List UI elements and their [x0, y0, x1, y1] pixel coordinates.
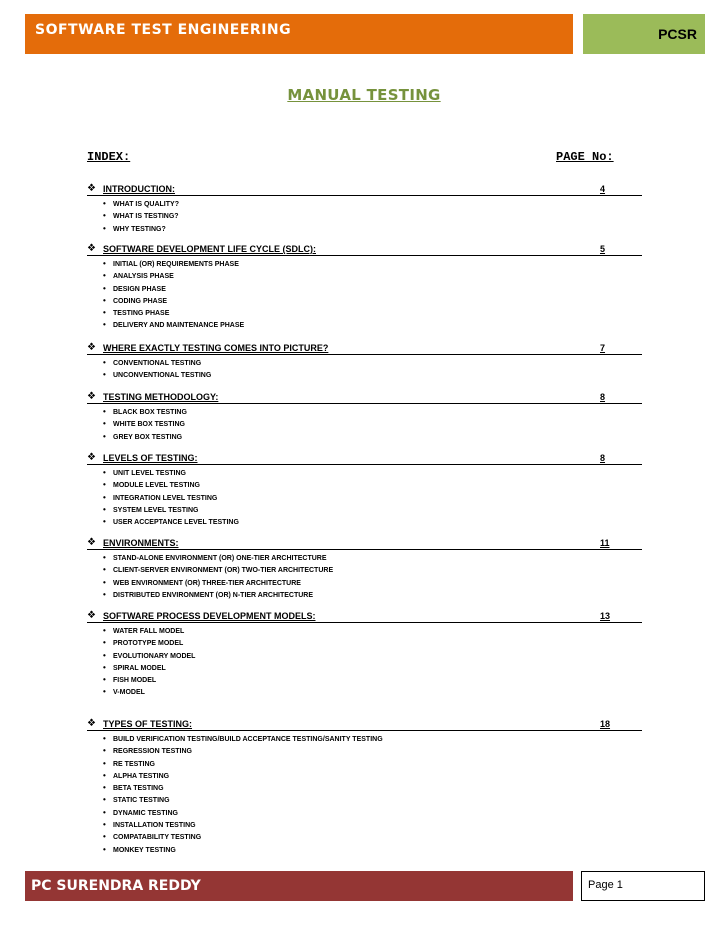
toc-section — [87, 608, 642, 699]
bullet-icon: • — [103, 746, 106, 756]
bullet-icon: • — [103, 308, 106, 318]
toc-subitem-label: STAND-ALONE ENVIRONMENT (OR) ONE-TIER ARCHITECTURE — [113, 555, 327, 562]
toc-subitem — [103, 198, 642, 210]
bullet-icon: • — [103, 565, 106, 575]
bullet-icon: • — [103, 783, 106, 793]
toc-section — [87, 535, 642, 601]
toc-section-title: WHERE EXACTLY TESTING COMES INTO PICTURE? — [103, 343, 329, 353]
bullet-icon: • — [103, 517, 106, 527]
toc-subitem-label: BUILD VERIFICATION TESTING/BUILD ACCEPTANCE TESTING/SANITY TESTING — [113, 736, 383, 743]
toc-subitem — [103, 270, 642, 282]
toc-subitem — [103, 223, 642, 235]
bullet-icon: • — [103, 807, 106, 817]
toc-subitem — [103, 831, 642, 843]
bullet-icon: • — [103, 504, 106, 514]
diamond-bullet-icon: ❖ — [87, 537, 96, 548]
toc-section-page: 18 — [600, 719, 611, 729]
toc-section-row — [87, 340, 642, 355]
toc-section-row — [87, 608, 642, 623]
toc-subitem-list — [87, 625, 642, 699]
toc-subitem-label: WEB ENVIRONMENT (OR) THREE-TIER ARCHITECTURE — [113, 579, 301, 587]
bullet-icon: • — [103, 638, 106, 648]
toc-subitem-label: UNIT LEVEL TESTING — [113, 470, 186, 477]
toc-subitem — [103, 625, 642, 637]
toc-subitem-label: WHITE BOX TESTING — [113, 421, 185, 429]
toc-subitem-label: BETA TESTING — [113, 785, 164, 793]
toc-subitem — [103, 295, 642, 307]
toc-subitem-label: INITIAL (OR) REQUIREMENTS PHASE — [113, 261, 239, 268]
toc-subitem — [103, 504, 642, 516]
toc-subitem-list — [87, 198, 642, 235]
bullet-icon: • — [103, 320, 106, 330]
toc-section-page: 8 — [600, 453, 606, 463]
page-header — [25, 14, 705, 54]
toc-subitem-label: CONVENTIONAL TESTING — [113, 360, 202, 367]
toc-subitem-label: TESTING PHASE — [113, 310, 170, 318]
toc-subitem-label: MONKEY TESTING — [113, 846, 176, 854]
toc-subitem-list — [87, 552, 642, 601]
toc-subitem-label: USER ACCEPTANCE LEVEL TESTING — [113, 519, 239, 527]
toc-subitem-label: SPIRAL MODEL — [113, 664, 166, 672]
bullet-icon: • — [103, 832, 106, 842]
toc-subitem-label: MODULE LEVEL TESTING — [113, 482, 200, 490]
toc-subitem-label: CODING PHASE — [113, 297, 168, 305]
page-footer — [25, 871, 705, 901]
toc-section — [87, 241, 642, 332]
toc-subitem-label: FISH MODEL — [113, 677, 157, 685]
toc-subitem-label: DYNAMIC TESTING — [113, 809, 178, 817]
toc-subitem-label: ANALYSIS PHASE — [113, 273, 174, 281]
bullet-icon: • — [103, 553, 106, 562]
toc-subitem-label: EVOLUTIONARY MODEL — [113, 652, 196, 660]
diamond-bullet-icon: ❖ — [87, 243, 96, 254]
toc-section-row — [87, 241, 642, 256]
toc-subitem — [103, 516, 642, 528]
toc-subitem-label: PROTOTYPE MODEL — [113, 640, 184, 648]
bullet-icon: • — [103, 271, 106, 281]
toc-subitem-label: WHAT IS TESTING? — [113, 213, 179, 221]
toc-section — [87, 389, 642, 443]
toc-subitem — [103, 770, 642, 782]
toc-section-page: 5 — [600, 244, 606, 254]
toc-section-title: SOFTWARE DEVELOPMENT LIFE CYCLE (SDLC): — [103, 244, 316, 254]
toc-section — [87, 181, 642, 235]
bullet-icon: • — [103, 370, 106, 380]
toc-subitem — [103, 564, 642, 576]
diamond-bullet-icon: ❖ — [87, 718, 96, 729]
toc-subitem — [103, 418, 642, 430]
bullet-icon: • — [103, 283, 106, 293]
toc-subitem — [103, 782, 642, 794]
toc-subitem — [103, 357, 642, 369]
header-title: SOFTWARE TEST ENGINEERING — [25, 14, 573, 54]
toc-subitem-label: CLIENT-SERVER ENVIRONMENT (OR) TWO-TIER ARCHITECTURE — [113, 567, 334, 575]
bullet-icon: • — [103, 626, 106, 635]
toc-subitem-list — [87, 357, 642, 382]
bullet-icon: • — [103, 820, 106, 830]
bullet-icon: • — [103, 795, 106, 805]
bullet-icon: • — [103, 675, 106, 685]
toc-subitem-label: GREY BOX TESTING — [113, 433, 183, 441]
toc-section-title: LEVELS OF TESTING: — [103, 453, 198, 463]
toc-subitem — [103, 552, 642, 564]
toc-subitem-label: ALPHA TESTING — [113, 772, 170, 780]
toc-subitem — [103, 406, 642, 418]
toc-section-row — [87, 535, 642, 550]
toc-subitem — [103, 307, 642, 319]
toc-subitem-label: COMPATABILITY TESTING — [113, 834, 202, 842]
toc-section-page: 11 — [600, 538, 610, 548]
toc-subitem — [103, 674, 642, 686]
toc-subitem-label: WHY TESTING? — [113, 225, 166, 233]
toc-subitem-list — [87, 467, 642, 528]
bullet-icon: • — [103, 770, 106, 780]
bullet-icon: • — [103, 407, 106, 416]
toc-subitem — [103, 686, 642, 698]
bullet-icon: • — [103, 295, 106, 305]
toc-subitem-label: INSTALLATION TESTING — [113, 822, 196, 830]
toc-section-title: SOFTWARE PROCESS DEVELOPMENT MODELS: — [103, 611, 316, 621]
toc-subitem — [103, 733, 642, 745]
toc-subitem-list — [87, 733, 642, 856]
toc-subitem — [103, 637, 642, 649]
toc-subitem — [103, 577, 642, 589]
toc-section-title: ENVIRONMENTS: — [103, 538, 179, 548]
bullet-icon: • — [103, 492, 106, 502]
bullet-icon: • — [103, 480, 106, 490]
toc-section-page: 7 — [600, 343, 606, 353]
toc-subitem-label: INTEGRATION LEVEL TESTING — [113, 494, 218, 502]
bullet-icon: • — [103, 662, 106, 672]
toc-section-title: INTRODUCTION: — [103, 184, 175, 194]
bullet-icon: • — [103, 211, 106, 221]
bullet-icon: • — [103, 650, 106, 660]
footer-page-number: Page 1 — [581, 871, 705, 901]
header-gap — [573, 14, 583, 54]
toc-section-page: 4 — [600, 184, 606, 194]
toc-subitem — [103, 758, 642, 770]
header-side-label: PCSR — [583, 14, 705, 54]
bullet-icon: • — [103, 223, 106, 233]
bullet-icon: • — [103, 431, 106, 441]
toc-subitem — [103, 431, 642, 443]
bullet-icon: • — [103, 687, 106, 697]
toc-subitem — [103, 662, 642, 674]
toc-subitem-label: WHAT IS QUALITY? — [113, 201, 179, 208]
toc-section-row — [87, 181, 642, 196]
bullet-icon: • — [103, 577, 106, 587]
bullet-icon: • — [103, 419, 106, 429]
footer-author: PC SURENDRA REDDY — [25, 871, 573, 901]
toc-section-row — [87, 389, 642, 404]
page-number-label: PAGE No: — [556, 150, 614, 164]
toc-subitem — [103, 319, 642, 331]
toc-section — [87, 716, 642, 856]
toc-subitem-label: DESIGN PHASE — [113, 285, 166, 293]
toc-section — [87, 340, 642, 382]
toc-subitem — [103, 467, 642, 479]
toc-subitem-list — [87, 258, 642, 332]
toc-subitem-label: REGRESSION TESTING — [113, 748, 192, 756]
toc-subitem-label: RE TESTING — [113, 760, 156, 768]
toc-subitem — [103, 283, 642, 295]
toc-subitem-label: DISTRIBUTED ENVIRONMENT (OR) N-TIER ARCHITECTURE — [113, 591, 314, 599]
toc-subitem — [103, 210, 642, 222]
toc-subitem — [103, 819, 642, 831]
diamond-bullet-icon: ❖ — [87, 452, 96, 463]
bullet-icon: • — [103, 589, 106, 599]
footer-gap — [573, 871, 581, 901]
document-title: MANUAL TESTING — [287, 86, 441, 104]
toc-subitem-label: BLACK BOX TESTING — [113, 409, 187, 416]
index-label: INDEX: — [87, 150, 131, 164]
toc-subitem — [103, 650, 642, 662]
toc-subitem-label: UNCONVENTIONAL TESTING — [113, 372, 212, 380]
toc-subitem-list — [87, 406, 642, 443]
toc-subitem — [103, 258, 642, 270]
toc-section-title: TESTING METHODOLOGY: — [103, 392, 219, 402]
toc-subitem — [103, 369, 642, 381]
toc-subitem — [103, 745, 642, 757]
diamond-bullet-icon: ❖ — [87, 610, 96, 621]
toc-subitem — [103, 844, 642, 856]
toc-subitem-label: SYSTEM LEVEL TESTING — [113, 506, 199, 514]
bullet-icon: • — [103, 468, 106, 477]
bullet-icon: • — [103, 358, 106, 367]
diamond-bullet-icon: ❖ — [87, 342, 96, 353]
toc-subitem — [103, 589, 642, 601]
toc-subitem — [103, 479, 642, 491]
toc-subitem — [103, 794, 642, 806]
toc-section-page: 13 — [600, 611, 611, 621]
bullet-icon: • — [103, 199, 106, 208]
toc-section-row — [87, 450, 642, 465]
toc-subitem-label: DELIVERY AND MAINTENANCE PHASE — [113, 322, 245, 330]
toc-subitem-label: V-MODEL — [113, 689, 145, 697]
diamond-bullet-icon: ❖ — [87, 391, 96, 402]
toc-section-row — [87, 716, 642, 731]
diamond-bullet-icon: ❖ — [87, 183, 96, 194]
toc-subitem — [103, 807, 642, 819]
toc-section — [87, 450, 642, 528]
toc-subitem — [103, 492, 642, 504]
toc-subitem-label: STATIC TESTING — [113, 797, 170, 805]
toc-section-page: 8 — [600, 392, 606, 402]
bullet-icon: • — [103, 259, 106, 268]
bullet-icon: • — [103, 844, 106, 854]
toc-subitem-label: WATER FALL MODEL — [113, 628, 185, 635]
bullet-icon: • — [103, 734, 106, 743]
toc-section-title: TYPES OF TESTING: — [103, 719, 193, 729]
bullet-icon: • — [103, 758, 106, 768]
